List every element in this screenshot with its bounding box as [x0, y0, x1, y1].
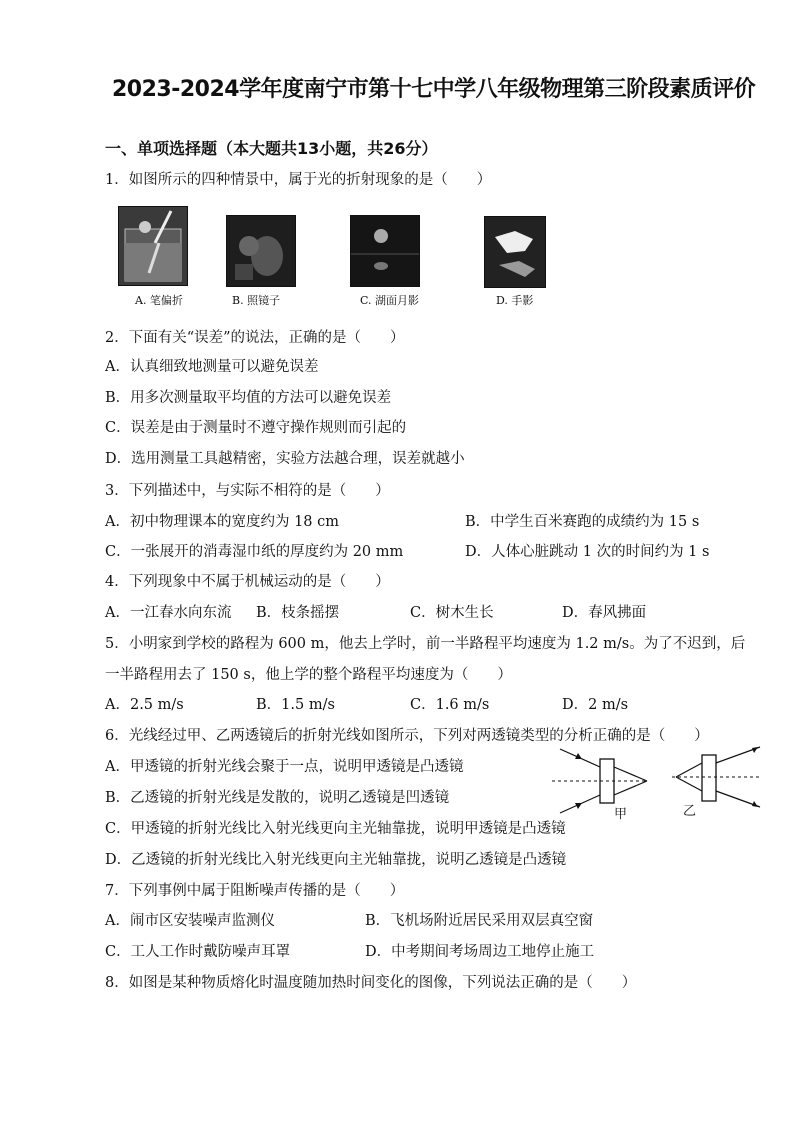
q2-option-c: C．误差是由于测量时不遵守操作规则而引起的 [105, 420, 407, 436]
q7-option-a: A．闹市区安装噪声监测仪 [105, 913, 275, 929]
q1-image-c [350, 215, 420, 287]
q3-option-b: B．中学生百米赛跑的成绩约为 15 s [465, 514, 700, 530]
q2-option-b: B．用多次测量取平均值的方法可以避免误差 [105, 390, 392, 406]
lens-diagram [552, 745, 762, 825]
mirror-icon [227, 216, 295, 286]
lens-label-yi: 乙 [683, 804, 697, 819]
q4-option-c: C．树木生长 [410, 605, 494, 621]
question-1-stem: 1．如图所示的四种情景中，属于光的折射现象的是（ ） [105, 172, 492, 188]
q1-caption-d: D. 手影 [496, 294, 534, 307]
q1-caption-c: C. 湖面月影 [360, 294, 420, 307]
hand-shadow-icon [485, 217, 545, 287]
question-8-stem: 8．如图是某种物质熔化时温度随加热时间变化的图像，下列说法正确的是（ ） [105, 975, 637, 991]
q6-option-d: D．乙透镜的折射光线比入射光线更向主光轴靠拢，说明乙透镜是凸透镜 [105, 852, 567, 868]
lens-yi-icon [672, 747, 762, 807]
question-4-stem: 4．下列现象中不属于机械运动的是（ ） [105, 574, 390, 590]
q1-image-d [484, 216, 546, 288]
question-5-stem-line2: 一半路程用去了 150 s，他上学的整个路程平均速度为（ ） [105, 667, 512, 683]
q5-option-b: B．1.5 m/s [256, 697, 335, 713]
q5-option-a: A．2.5 m/s [105, 697, 184, 713]
q5-option-c: C．1.6 m/s [410, 697, 490, 713]
section-heading: 一、单项选择题（本大题共13小题，共26分） [105, 139, 438, 158]
question-7-stem: 7．下列事例中属于阻断噪声传播的是（ ） [105, 883, 405, 899]
q1-image-a [118, 206, 188, 286]
lens-jia-icon [552, 749, 647, 813]
q5-option-d: D．2 m/s [562, 697, 629, 713]
q4-option-a: A．一江春水向东流 [105, 605, 232, 621]
question-6-stem: 6．光线经过甲、乙两透镜后的折射光线如图所示，下列对两透镜类型的分析正确的是（ ） [105, 728, 709, 744]
q2-option-d: D．选用测量工具越精密，实验方法越合理，误差就越小 [105, 451, 465, 467]
q6-option-b: B．乙透镜的折射光线是发散的，说明乙透镜是凹透镜 [105, 790, 450, 806]
q3-option-d: D．人体心脏跳动 1 次的时间约为 1 s [465, 544, 710, 560]
q3-option-a: A．初中物理课本的宽度约为 18 cm [105, 514, 340, 530]
question-3-stem: 3．下列描述中，与实际不相符的是（ ） [105, 483, 390, 499]
question-5-stem-line1: 5．小明家到学校的路程为 600 m，他去上学时，前一半路程平均速度为 1.2 m/s。为了不迟到，后 [105, 636, 746, 652]
q4-option-d: D．春风拂面 [562, 605, 647, 621]
q4-option-b: B．枝条摇摆 [256, 605, 340, 621]
lens-label-jia: 甲 [614, 807, 628, 822]
q6-option-a: A．甲透镜的折射光线会聚于一点，说明甲透镜是凸透镜 [105, 759, 464, 775]
q1-caption-b: B. 照镜子 [232, 294, 281, 307]
question-2-stem: 2．下面有关“误差”的说法，正确的是（ ） [105, 330, 405, 346]
q1-image-b [226, 215, 296, 287]
q7-option-c: C．工人工作时戴防噪声耳罩 [105, 944, 291, 960]
q7-option-d: D．中考期间考场周边工地停止施工 [365, 944, 595, 960]
q6-option-c: C．甲透镜的折射光线比入射光线更向主光轴靠拢，说明甲透镜是凸透镜 [105, 821, 566, 837]
q3-option-c: C．一张展开的消毒湿巾纸的厚度约为 20 mm [105, 544, 404, 560]
q2-option-a: A．认真细致地测量可以避免误差 [105, 359, 319, 375]
q7-option-b: B．飞机场附近居民采用双层真空窗 [365, 913, 594, 929]
moon-reflection-icon [351, 216, 419, 286]
page-title: 2023-2024学年度南宁市第十七中学八年级物理第三阶段素质评价 [112, 77, 756, 102]
pencil-in-glass-icon [119, 207, 187, 285]
q1-caption-a: A. 笔偏折 [135, 294, 183, 307]
